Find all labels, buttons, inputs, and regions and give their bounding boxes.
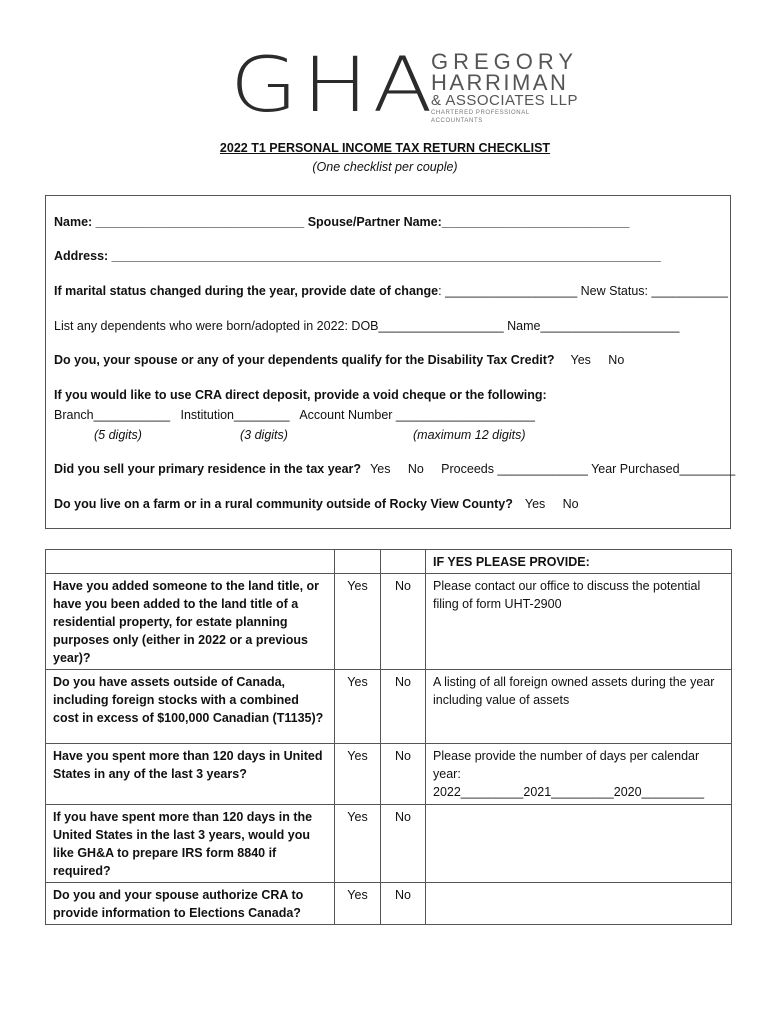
- provide-cell: [426, 883, 732, 925]
- document-subtitle: (One checklist per couple): [312, 160, 458, 174]
- header-yes-cell: [335, 550, 381, 574]
- question-cell: Have you spent more than 120 days in United States in any of the last 3 years?: [46, 744, 335, 805]
- document-title: 2022 T1 PERSONAL INCOME TAX RETURN CHECKLIST: [219, 141, 551, 155]
- farm-options[interactable]: Yes No: [524, 497, 579, 511]
- marital-status-field[interactable]: [54, 284, 728, 298]
- residence-fields[interactable]: Yes No Proceeds _____________ Year Purchased________: [370, 462, 736, 476]
- yes-option[interactable]: Yes: [335, 805, 381, 883]
- provide-cell: Please contact our office to discuss the potential filing of form UHT-2900: [426, 574, 732, 670]
- logo-mark: GHA: [230, 40, 438, 129]
- no-option[interactable]: No: [381, 805, 426, 883]
- header-no-cell: [381, 550, 426, 574]
- company-logo: [230, 40, 579, 129]
- no-option[interactable]: No: [381, 744, 426, 805]
- no-option[interactable]: No: [381, 883, 426, 925]
- institution-hint: (3 digits): [240, 428, 288, 442]
- provide-days-fields[interactable]: 2022_________2021_________2020_________: [433, 785, 705, 799]
- account-hint: (maximum 12 digits): [413, 428, 526, 442]
- provide-cell: A listing of all foreign owned assets during the year including value of assets: [426, 670, 732, 744]
- no-option[interactable]: No: [381, 670, 426, 744]
- direct-deposit-label: If you would like to use CRA direct deposit, provide a void cheque or the following:: [54, 388, 547, 402]
- table-row: [46, 670, 732, 744]
- logo-line-4: CHARTERED PROFESSIONAL ACCOUNTANTS: [431, 110, 530, 124]
- yes-option[interactable]: Yes: [335, 744, 381, 805]
- yes-option[interactable]: Yes: [335, 883, 381, 925]
- yes-option[interactable]: Yes: [335, 670, 381, 744]
- question-cell: Have you added someone to the land title, or have you been added to the land title of a residential property, for estate planning purposes only (either in 2022 or a previous year)?: [46, 574, 335, 670]
- disability-label: Do you, your spouse or any of your dependents qualify for the Disability Tax Credit?: [54, 353, 555, 367]
- questions-table: [45, 549, 732, 925]
- logo-line-3: & ASSOCIATES LLP: [431, 92, 578, 109]
- provide-cell[interactable]: [426, 744, 732, 805]
- farm-question: [54, 497, 579, 511]
- address-field[interactable]: Address: _______________________________________________________________________________: [54, 249, 661, 263]
- residence-question: [54, 462, 735, 476]
- direct-deposit-fields[interactable]: Branch___________ Institution________ Account Number ____________________: [54, 408, 535, 422]
- logo-line-1: GREGORY: [431, 49, 579, 74]
- farm-label: Do you live on a farm or in a rural community outside of Rocky View County?: [54, 497, 513, 511]
- table-row: [46, 574, 732, 670]
- residence-label: Did you sell your primary residence in the tax year?: [54, 462, 362, 476]
- name-field[interactable]: Name: ______________________________ Spouse/Partner Name:___________________________: [54, 215, 630, 229]
- question-cell: Do you and your spouse authorize CRA to provide information to Elections Canada?: [46, 883, 335, 925]
- logo-text: [431, 51, 578, 125]
- disability-options[interactable]: Yes No: [570, 353, 625, 367]
- no-option[interactable]: No: [381, 574, 426, 670]
- provide-cell: [426, 805, 732, 883]
- question-cell: If you have spent more than 120 days in the United States in the last 3 years, would you like GH&A to prepare IRS form 8840 if required?: [46, 805, 335, 883]
- marital-status-label: If marital status changed during the year, provide date of change: [54, 284, 439, 298]
- branch-hint: (5 digits): [94, 428, 142, 442]
- table-row: [46, 883, 732, 925]
- header-provide-cell: IF YES PLEASE PROVIDE:: [426, 550, 732, 574]
- question-cell: Do you have assets outside of Canada, including foreign stocks with a combined cost in excess of $100,000 Canadian (T1135)?: [46, 670, 335, 744]
- logo-line-2: HARRIMAN: [431, 70, 569, 95]
- disability-question: [54, 353, 624, 367]
- provide-days-label: Please provide the number of days per calendar year:: [433, 749, 700, 781]
- marital-status-blanks: : ___________________ New Status: ___________: [438, 284, 728, 298]
- table-row: [46, 805, 732, 883]
- header-question-cell: [46, 550, 335, 574]
- yes-option[interactable]: Yes: [335, 574, 381, 670]
- client-info-box: [45, 195, 736, 529]
- table-row: [46, 744, 732, 805]
- dependents-field[interactable]: List any dependents who were born/adopted in 2022: DOB__________________ Name____________________: [54, 319, 680, 333]
- table-header-row: [46, 550, 732, 574]
